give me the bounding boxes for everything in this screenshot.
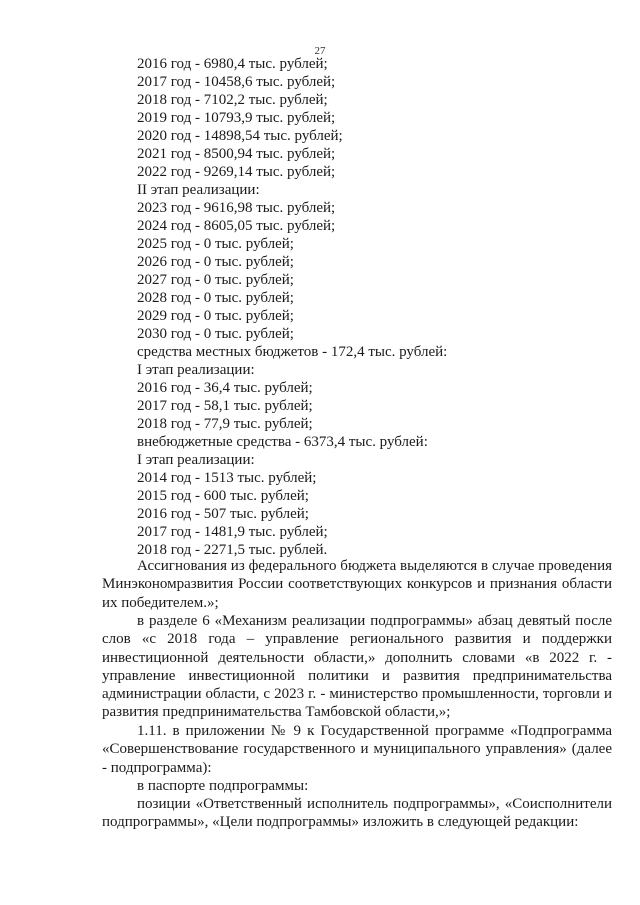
funding-line: 2018 год - 77,9 тыс. рублей; (137, 416, 313, 432)
funding-line: 2026 год - 0 тыс. рублей; (137, 254, 294, 270)
funding-line: 2024 год - 8605,05 тыс. рублей; (137, 218, 336, 234)
funding-source-heading: внебюджетные средства - 6373,4 тыс. рублей: (137, 434, 428, 450)
funding-line: 2017 год - 1481,9 тыс. рублей; (137, 524, 328, 540)
funding-line: 2017 год - 58,1 тыс. рублей; (137, 398, 313, 414)
funding-line: 2020 год - 14898,54 тыс. рублей; (137, 128, 343, 144)
paragraph-section-6: в разделе 6 «Механизм реализации подпрограммы» абзац девятый после слов «с 2018 года – управление регионального развития и поддержки инвестиционной деятельности области,» дополнить словами «в 2022 г. - управление инвестиционной политики и развития предпринимательства администрации области, с 2023 г. - министерство промышленности, торговли и развития предпринимательства Тамбовской области,»; (102, 613, 612, 721)
stage-heading: I этап реализации: (137, 362, 255, 378)
funding-line: 2022 год - 9269,14 тыс. рублей; (137, 164, 336, 180)
funding-line: 2018 год - 2271,5 тыс. рублей. (137, 542, 328, 558)
paragraph-federal-budget: Ассигнования из федерального бюджета выделяются в случае проведения Минэкономразвития России соответствующих конкурсов и признания области их победителем.»; (102, 558, 612, 611)
paragraph-positions: позиции «Ответственный исполнитель подпрограммы», «Соисполнители подпрограммы», «Цели подпрограммы» изложить в следующей редакции: (102, 796, 612, 831)
funding-line: 2028 год - 0 тыс. рублей; (137, 290, 294, 306)
funding-line: 2029 год - 0 тыс. рублей; (137, 308, 294, 324)
funding-line: 2023 год - 9616,98 тыс. рублей; (137, 200, 336, 216)
funding-source-heading: средства местных бюджетов - 172,4 тыс. рублей: (137, 344, 448, 360)
funding-line: 2019 год - 10793,9 тыс. рублей; (137, 110, 336, 126)
funding-line: 2016 год - 507 тыс. рублей; (137, 506, 309, 522)
funding-line: 2016 год - 6980,4 тыс. рублей; (137, 56, 328, 72)
funding-line: 2018 год - 7102,2 тыс. рублей; (137, 92, 328, 108)
funding-line: 2027 год - 0 тыс. рублей; (137, 272, 294, 288)
funding-line: 2021 год - 8500,94 тыс. рублей; (137, 146, 336, 162)
stage-heading: II этап реализации: (137, 182, 260, 198)
paragraph-appendix-9: 1.11. в приложении № 9 к Государственной программе «Подпрограмма «Совершенствование государственного и муниципального управления» (далее - подпрограмма): (102, 723, 612, 776)
page-number: 27 (314, 45, 326, 57)
funding-line: 2015 год - 600 тыс. рублей; (137, 488, 309, 504)
paragraph-passport: в паспорте подпрограммы: (137, 778, 309, 794)
funding-line: 2017 год - 10458,6 тыс. рублей; (137, 74, 336, 90)
funding-line: 2025 год - 0 тыс. рублей; (137, 236, 294, 252)
funding-line: 2030 год - 0 тыс. рублей; (137, 326, 294, 342)
stage-heading: I этап реализации: (137, 452, 255, 468)
funding-line: 2014 год - 1513 тыс. рублей; (137, 470, 317, 486)
funding-line: 2016 год - 36,4 тыс. рублей; (137, 380, 313, 396)
